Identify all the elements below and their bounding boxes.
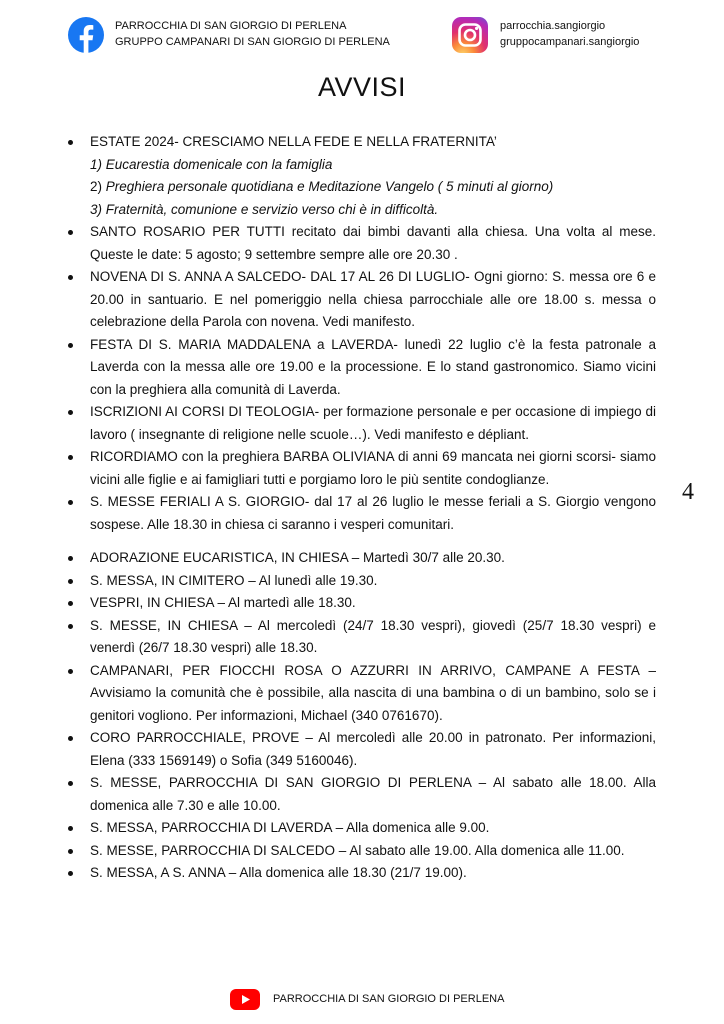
list-item bbox=[90, 334, 656, 402]
notice-text: SANTO ROSARIO PER TUTTI recitato dai bimbi davanti alla chiesa. Una volta al mese. Queste le date: 5 agosto; 9 settembre sempre alle ore 20.30 . bbox=[90, 224, 656, 262]
list-item bbox=[90, 660, 656, 728]
notice-text: S. MESSA, IN CIMITERO – Al lunedì alle 19.30. bbox=[90, 572, 378, 588]
list-item bbox=[90, 221, 656, 266]
list-item bbox=[90, 727, 656, 772]
list-item bbox=[90, 817, 656, 840]
page-title: AVVISI bbox=[317, 72, 407, 102]
notice-text: ADORAZIONE EUCARISTICA, IN CHIESA – Martedì 30/7 alle 20.30. bbox=[90, 550, 505, 565]
page-header bbox=[68, 16, 724, 52]
notice-text: S. MESSE, PARROCCHIA DI SALCEDO – Al sabato alle 19.00. Alla domenica alle 11.00. bbox=[90, 842, 625, 858]
list-item bbox=[90, 570, 656, 593]
notice-text: VESPRI, IN CHIESA – Al martedì alle 18.30. bbox=[90, 595, 356, 610]
notice-text: FESTA DI S. MARIA MADDALENA a LAVERDA- lunedì 22 luglio c’è la festa patronale a Laverda con la messa alle ore 19.00 e la processione. E lo stand gastronomico. Siamo vicini con la preghiera alla comunità di Laverda. bbox=[90, 336, 656, 397]
notice-text: ISCRIZIONI AI CORSI DI TEOLOGIA- per formazione personale e per occasione di impiego di lavoro ( insegnante di religione nelle scuole…). Vedi manifesto e dépliant. bbox=[90, 404, 656, 442]
notice-text: S. MESSA, PARROCCHIA DI LAVERDA – Alla domenica alle 9.00. bbox=[90, 820, 490, 835]
list-item bbox=[90, 266, 656, 334]
list-item bbox=[90, 491, 656, 536]
facebook-page-parish[interactable]: PARROCCHIA DI SAN GIORGIO DI PERLENA bbox=[115, 20, 347, 32]
notice-text: CAMPANARI, PER FIOCCHI ROSA O AZZURRI IN ARRIVO, CAMPANE A FESTA – Avvisiamo la comunità che è possibile, alla nascita di una bambina o di un bambino, solo se i genitori vogliono. Per informazioni, Michael (340 0761670). bbox=[90, 662, 656, 723]
instagram-accounts bbox=[500, 18, 639, 50]
notice-subitem-text: Preghiera personale quotidiana e Meditazione Vangelo ( 5 minuti al giorno) bbox=[105, 179, 554, 194]
notice-text: S. MESSE, PARROCCHIA DI SAN GIORGIO DI PERLENA – Al sabato alle 18.00. Alla domenica alle 7.30 e alle 10.00. bbox=[90, 775, 656, 813]
notice-text: ESTATE 2024- CRESCIAMO NELLA FEDE E NELLA FRATERNITA’ bbox=[90, 134, 497, 149]
notices-list-bottom bbox=[90, 547, 656, 885]
notice-subitem: 3) Fraternità, comunione e servizio verso chi è in difficoltà. bbox=[90, 201, 439, 217]
youtube-icon[interactable] bbox=[230, 989, 260, 1010]
instagram-account-bell-ringers[interactable]: gruppocampanari.sangiorgio bbox=[500, 36, 640, 48]
facebook-pages bbox=[115, 18, 390, 50]
list-item bbox=[90, 131, 656, 221]
notice-text: S. MESSE FERIALI A S. GIORGIO- dal 17 al 26 luglio le messe feriali a S. Giorgio vengono sospese. Alle 18.30 in chiesa ci saranno i vesperi comunitari. bbox=[90, 494, 656, 532]
notice-subitem-number: 2) bbox=[90, 179, 106, 194]
list-item bbox=[90, 446, 656, 491]
list-item bbox=[90, 840, 656, 863]
list-item bbox=[90, 862, 656, 885]
notice-subitem bbox=[90, 176, 656, 199]
notice-text: CORO PARROCCHIALE, PROVE – Al mercoledì alle 20.00 in patronato. Per informazioni, Elena (333 1569149) o Sofia (349 5160046). bbox=[90, 730, 656, 768]
notice-text: S. MESSE, IN CHIESA – Al mercoledì (24/7 18.30 vespri), giovedì (25/7 18.30 vespri) e venerdì (26/7 18.30 vespri) alle 18.30. bbox=[90, 617, 656, 655]
instagram-account-parish[interactable]: parrocchia.sangiorgio bbox=[500, 20, 606, 32]
instagram-icon[interactable] bbox=[452, 17, 488, 53]
page-number: 4 bbox=[682, 479, 694, 505]
list-item bbox=[90, 401, 656, 446]
list-item bbox=[90, 772, 656, 817]
facebook-icon[interactable] bbox=[68, 17, 104, 53]
list-item bbox=[90, 615, 656, 660]
notice-text: RICORDIAMO con la preghiera BARBA OLIVIANA di anni 69 mancata nei giorni scorsi- siamo vicini alle figlie e ai famigliari tutti e porgiamo loro le più sentite condoglianze. bbox=[90, 449, 656, 487]
notice-text: S. MESSA, A S. ANNA – Alla domenica alle 18.30 (21/7 19.00). bbox=[90, 865, 467, 880]
list-item bbox=[90, 547, 656, 570]
list-item bbox=[90, 592, 656, 615]
notice-subitem: 1) Eucarestia domenicale con la famiglia bbox=[90, 156, 333, 172]
notice-text: NOVENA DI S. ANNA A SALCEDO- DAL 17 AL 26 DI LUGLIO- Ogni giorno: S. messa ore 6 e 20.00 in santuario. E nel pomeriggio nella chiesa parrocchiale alle ore 18.00 s. messa o celebrazione della Parola con novena. Vedi manifesto. bbox=[90, 269, 656, 329]
youtube-channel-link[interactable]: PARROCCHIA DI SAN GIORGIO DI PERLENA bbox=[273, 993, 505, 1005]
notices-list-top bbox=[90, 131, 656, 536]
facebook-page-bell-ringers[interactable]: GRUPPO CAMPANARI DI SAN GIORGIO DI PERLENA bbox=[115, 36, 390, 48]
